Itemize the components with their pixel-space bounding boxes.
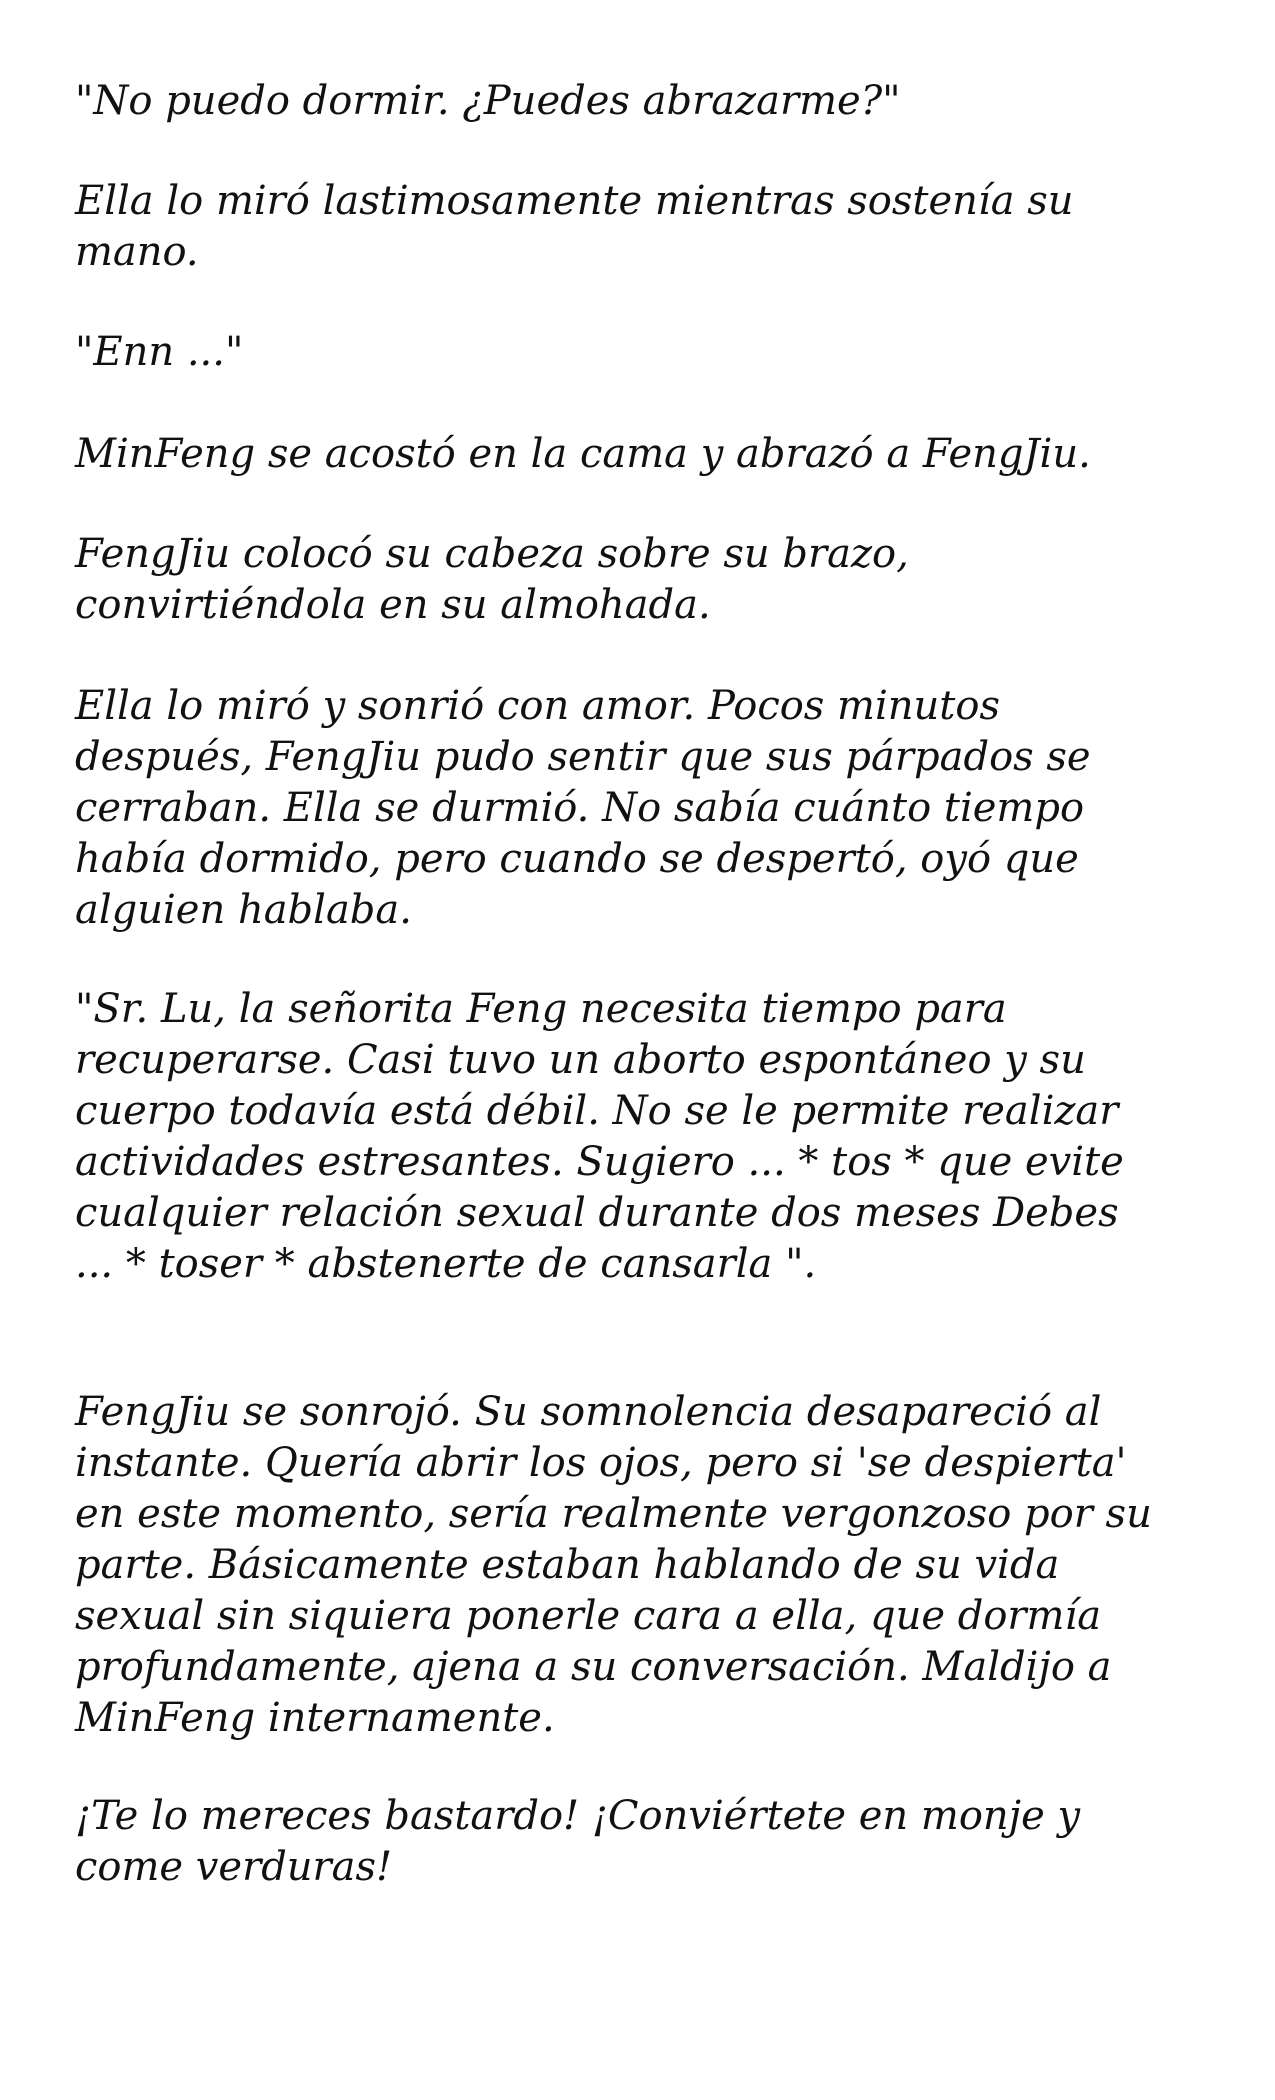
- paragraph-9: [75, 1791, 1215, 1893]
- paragraph-line: cuerpo todavía está débil. No se le permite realizar: [75, 1088, 1119, 1134]
- paragraph-line: instante. Quería abrir los ojos, pero si 'se despierta': [75, 1440, 1127, 1486]
- paragraph-line: alguien hablaba.: [75, 887, 412, 933]
- paragraph-line: come verduras!: [75, 1844, 393, 1890]
- paragraph-line: FengJiu se sonrojó. Su somnolencia desapareció al: [75, 1389, 1102, 1435]
- paragraph-line: convirtiéndola en su almohada.: [75, 582, 711, 628]
- paragraph-line: ¡Te lo mereces bastardo! ¡Conviértete en monje y: [75, 1793, 1081, 1839]
- paragraph-6: [75, 681, 1215, 936]
- paragraph-4: [75, 429, 1215, 480]
- paragraph-line: MinFeng se acostó en la cama y abrazó a FengJiu.: [75, 431, 1091, 477]
- paragraph-2: [75, 176, 1215, 278]
- paragraph-line: "No puedo dormir. ¿Puedes abrazarme?": [75, 78, 901, 124]
- paragraph-line: FengJiu colocó su cabeza sobre su brazo,: [75, 531, 909, 577]
- paragraph-line: "Enn ...": [75, 329, 244, 375]
- paragraph-line: parte. Básicamente estaban hablando de su vida: [75, 1542, 1060, 1588]
- paragraph-line: Ella lo miró y sonrió con amor. Pocos minutos: [75, 683, 1000, 729]
- paragraph-line: en este momento, sería realmente vergonzoso por su: [75, 1491, 1152, 1537]
- paragraph-line: había dormido, pero cuando se despertó, oyó que: [75, 836, 1079, 882]
- paragraph-line: ... * toser * abstenerte de cansarla ".: [75, 1241, 817, 1287]
- paragraph-line: actividades estresantes. Sugiero ... * tos * que evite: [75, 1139, 1124, 1185]
- paragraph-line: profundamente, ajena a su conversación. Maldijo a: [75, 1644, 1112, 1690]
- paragraph-5: [75, 529, 1215, 631]
- paragraph-line: recuperarse. Casi tuvo un aborto espontáneo y su: [75, 1037, 1086, 1083]
- paragraph-8: [75, 1387, 1215, 1744]
- paragraph-line: sexual sin siquiera ponerle cara a ella, que dormía: [75, 1593, 1102, 1639]
- paragraph-line: cerraban. Ella se durmió. No sabía cuánto tiempo: [75, 785, 1085, 831]
- paragraph-line: después, FengJiu pudo sentir que sus párpados se: [75, 734, 1091, 780]
- paragraph-7: [75, 984, 1215, 1290]
- paragraph-line: "Sr. Lu, la señorita Feng necesita tiempo para: [75, 986, 1007, 1032]
- paragraph-line: mano.: [75, 229, 199, 275]
- paragraph-line: cualquier relación sexual durante dos meses Debes: [75, 1190, 1119, 1236]
- paragraph-line: MinFeng internamente.: [75, 1695, 555, 1741]
- paragraph-3: [75, 327, 1215, 378]
- paragraph-1: [75, 76, 1215, 127]
- paragraph-line: Ella lo miró lastimosamente mientras sostenía su: [75, 178, 1074, 224]
